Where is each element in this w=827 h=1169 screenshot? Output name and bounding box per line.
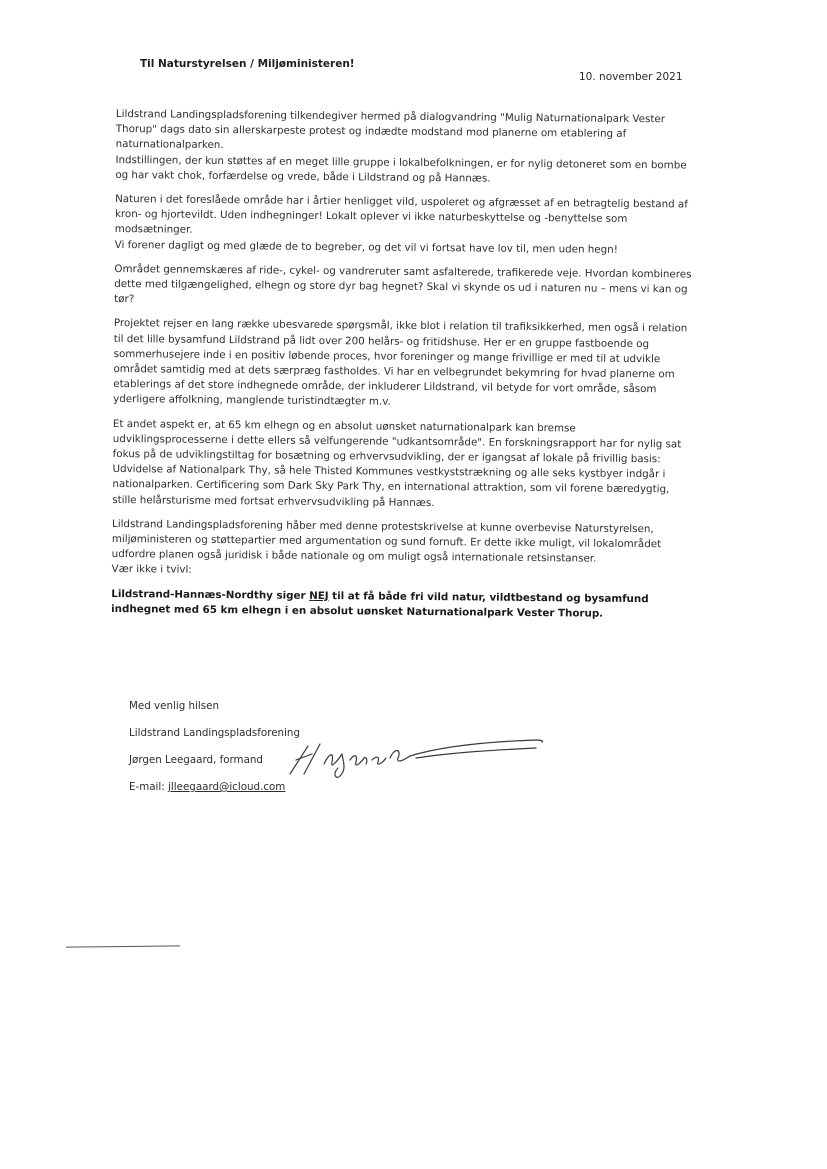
paragraph-project: Projektet rejser en lang række ubesvarede spørgsmål, ikke blot i relation til trafiksikkerhed, men også i relation til det lille bysamfund Lildstrand på lidt over 200 helårs- og fritidshuse. Her er en gruppe fastboende og sommerhusejere inde i en positiv løbende proces, hvor foreninger og mange frivillige er med til at udvikle området samtidig med at dets særpræg fastholdes. Vi har en velbegrundet bekymring for hvad planerne om etablerings af det store indhegnede område, der inkluderer Lildstrand, vil betyde for vort område, såsom yderligere affolkning, manglende turistindtægter m.v.	[113, 317, 688, 409]
paragraph-recommendation: Indstillingen, der kun støttes af en meget lille gruppe i lokalbefolkningen, er for nylig detoneret som en bombe og har vakt chok, forfærdelse og vrede, både i Lildstrand og på Hannæs.	[115, 153, 687, 185]
paragraph-combine: Vi forener dagligt og med glæde de to begreber, og det vil vi fortsat have lov til, men uden hegn!	[114, 238, 618, 256]
closing-signer: Jørgen Leegaard, formand	[129, 754, 263, 766]
paragraph-aspect: Et andet aspekt er, at 65 km elhegn og en absolut uønsket naturnationalpark kan bremse udviklingsprocesserne i dette ellers så velfungerende "udkantsområde". En forskningsrapport har for nylig sat fokus på de udviklingstiltag for bosætning og erhvervsudvikling, der er igangsat af lokale på frivillig basis: Udvidelse af Nationalpark Thy, så hele Thisted Kommunes vestkyststrækning og alle seks kystbyer indgår i nationalparken. Certificering som Dark Sky Park Thy, en international attraktion, som vil forene bæredygtig, stille helårsturisme med fortsat erhvervsudvikling på Hannæs.	[112, 417, 682, 509]
letter-date: 10. november 2021	[579, 71, 683, 83]
footer-rule	[66, 945, 180, 947]
paragraph-protest: Lildstrand Landingspladsforening tilkendegiver hermed på dialogvandring "Mulig Naturnationalpark Vester Thorup" dags dato sin allerskarpeste protest og indædte modstand mod planerne om etablering af naturnationalparken.	[115, 107, 666, 152]
email-link[interactable]: jlleegaard@icloud.com	[168, 781, 286, 793]
paragraph-routes: Området gennemskæres af ride-, cykel- og vandreruter samt asfalterede, trafikerede veje. Hvordan kombineres dette med tilgængelighed, elhegn og store dyr bag hegnet? Skal vi skynde os ud i naturen nu – mens vi kan og tør?	[114, 262, 692, 306]
emphasis-after: til at få både fri vild natur, vildtbestand og bysamfund indhegnet med 65 km elhegn i en absolut uønsket Naturnationalpark Vester Thorup.	[111, 589, 649, 620]
paragraph-doubt: Vær ikke i tvivl:	[111, 563, 192, 577]
email-label: E-mail:	[129, 781, 169, 793]
closing-greeting: Med venlig hilsen	[129, 700, 219, 712]
paragraph-hope: Lildstrand Landingspladsforening håber med denne protestskrivelse at kunne overbevise Naturstyrelsen, miljøministeren og støttepartier med argumentation og sund fornuft. Er dette ikke muligt, vil lokalområdet udfordre planen også juridisk i både nationale og om muligt også internationale retsinstanser.	[111, 517, 662, 565]
emphasis-nej: NEJ	[309, 589, 329, 602]
paragraph-nature: Naturen i det foreslåede område har i årtier henligget vild, uspoleret og afgræsset af en betragtelig bestand af kron- og hjortevildt. Uden indhegninger! Lokalt oplever vi ikke naturbeskyttelse og -benyttelse som modsætninger.	[114, 193, 688, 237]
emphasis-statement	[111, 587, 689, 623]
addressee-line: Til Naturstyrelsen / Miljøministeren!	[140, 58, 355, 70]
emphasis-before: Lildstrand-Hannæs-Nordthy siger	[111, 587, 310, 602]
handwritten-signature	[286, 730, 556, 778]
closing-block	[129, 699, 300, 807]
closing-organization: Lildstrand Landingspladsforening	[129, 727, 300, 739]
letter-body	[111, 107, 694, 623]
closing-email-line	[129, 780, 300, 795]
